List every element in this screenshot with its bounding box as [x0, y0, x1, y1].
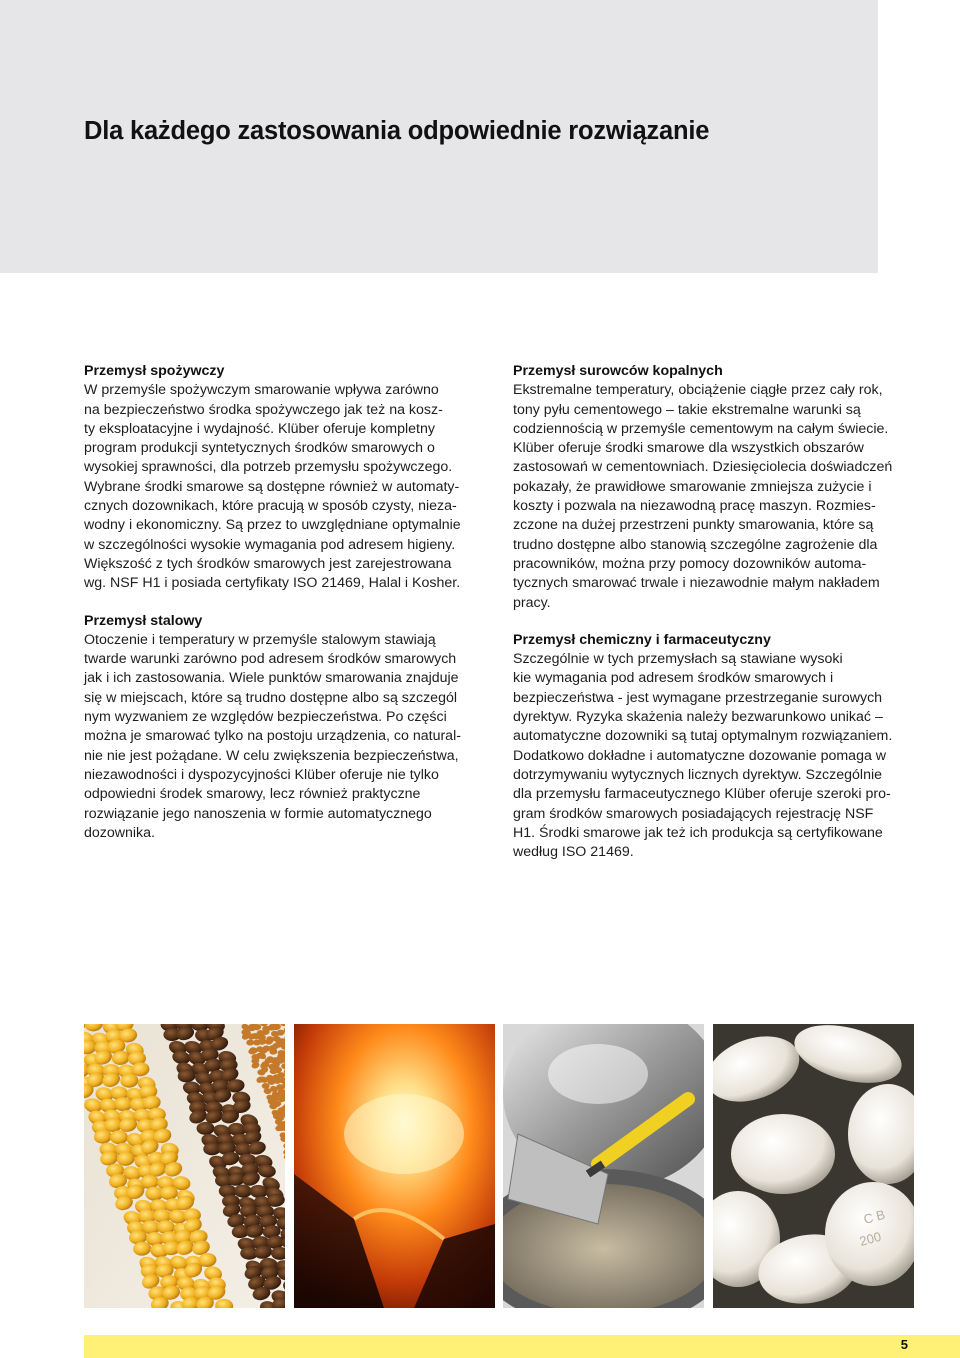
- footer-bar: [84, 1335, 960, 1358]
- tablet-imprint: C B: [861, 1206, 887, 1227]
- section-body: Otoczenie i temperatury w przemyśle stalowym stawiają twarde warunki zarówno pod adresem środków smarowych jak i ich zastosowania. Wiele punktów smarowania znajduje się w miejscach, które są trudno dostępne albo są szczegól nym wyzwaniem ze względów bezpieczeństwa. Po części można je smarować tylko na postoju urządzenia, co natural- nie nie jest pożądane. W celu zwiększenia bezpieczeństwa, niezawodności i dyspozycyjności Klüber oferuje nie tylko odpowiedni środek smarowy, lecz również praktyczne rozwiązanie jego nanoszenia w formie automatycznego dozownika.: [84, 631, 461, 841]
- page-title: Dla każdego zastosowania odpowiednie rozwiązanie: [84, 117, 710, 145]
- section-body: Ekstremalne temperatury, obciążenie ciągłe przez cały rok, tony pyłu cementowego – takie ekstremalne warunki są codziennością w przemyśle cementowym na całym świecie. Klüber oferuje środki smarowe dla wszystkich obszarów zastosowań w cementowniach. Dziesięciolecia doświadczeń pokazały, że prawidłowe smarowanie zmniejsza zużycie i koszty i pozwala na niezawodną pracę maszyn. Rozmies- zczone na dużej przestrzeni punkty smarowania, które są trudno dostępne albo stanowią szczególne zagrożenie dla pracowników, można przy pomocy dozowników automa- tycznych smarować trwale i niezawodnie małym nakładem pracy.: [513, 382, 893, 611]
- section-mining-industry: [513, 362, 928, 613]
- section-steel-industry: [84, 612, 494, 844]
- section-body: Szczególnie w tych przemysłach są stawiane wysoki ​kie wymagania pod adresem środków smarowych i bezpieczeństwa - jest wymagane przestrzeganie surowych dyrektyw. Ryzyka skażenia należy bezwarunkowo unikać – automatyczne dozowniki są tutaj optymalnym rozwiązaniem. Dodatkowo dokładne i automatyczne dozowanie pomaga w dotrzymywaniu wytycznych licznych dyrektyw. Szczególnie dla przemysłu farmaceutycznego Klüber oferuje szeroki pro- gram środków smarowych posiadających rejestrację NSF H1. Środki smarowe jak też ich produkcja są certyfikowane według ISO 21469.: [513, 651, 893, 861]
- page-number: 5: [900, 1337, 908, 1352]
- section-heading: Przemysł chemiczny i farmaceutyczny: [513, 631, 771, 648]
- left-column: [84, 362, 494, 861]
- right-column: [513, 362, 928, 880]
- section-heading: Przemysł surowców kopalnych: [513, 363, 723, 379]
- section-chemical-industry: [513, 631, 928, 863]
- cement-trowel-photo: [503, 1024, 704, 1308]
- tablet-imprint: 200: [857, 1228, 883, 1249]
- section-body: W przemyśle spożywczym smarowanie wpływa zarówno na bezpieczeństwo środka spożywczego jak też na kosz- ty eksploatacyjne i wydajność. Klüber oferuje kompletny program produkcji syntetycznych środków smarowych o wysokiej sprawności, dla potrzeb przemysłu spożywczego. Wybrane środki smarowe są dostępne również w automaty- cznych dozownikach, które pracują w sposób czysty, nieza- wodny i ekonomiczny. Są przez to uwzględniane optymalnie w szczególności wysokie wymagania pod adresem higieny. Większość z tych środków smarowych jest zarejestrowana wg. NSF H1 i posiada certyfikaty ISO 21469, Halal i Kosher.: [84, 382, 461, 592]
- pharma-tablets-photo: [713, 1024, 914, 1308]
- molten-steel-photo: [294, 1024, 495, 1308]
- section-heading: Przemysł spożywczy: [84, 363, 225, 379]
- section-food-industry: [84, 362, 494, 594]
- corn-coffee-photo: [84, 1024, 285, 1308]
- section-heading: Przemysł stalowy: [84, 612, 203, 629]
